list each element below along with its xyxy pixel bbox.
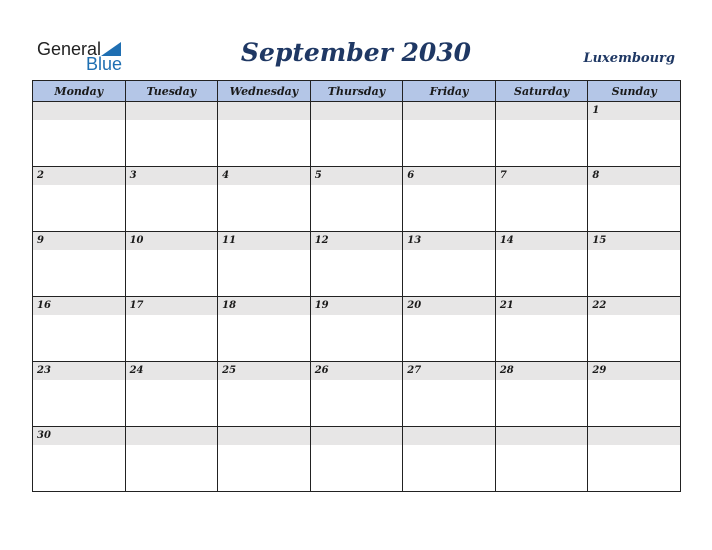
day-cell (125, 102, 218, 167)
day-cell (588, 427, 681, 492)
day-number: 19 (311, 297, 403, 315)
day-cell (125, 427, 218, 492)
day-cell (310, 362, 403, 427)
week-row (33, 427, 681, 492)
day-number: 28 (496, 362, 588, 380)
day-number (126, 102, 218, 120)
day-cell (588, 362, 681, 427)
day-cell (588, 102, 681, 167)
brand-logo (37, 39, 127, 73)
day-number: 26 (311, 362, 403, 380)
day-cell (403, 362, 496, 427)
day-cell (218, 297, 311, 362)
day-cell (125, 297, 218, 362)
day-number: 3 (126, 167, 218, 185)
day-number (311, 427, 403, 445)
day-number: 24 (126, 362, 218, 380)
week-row (33, 362, 681, 427)
day-cell (310, 102, 403, 167)
weekday-friday: Friday (403, 81, 496, 102)
day-number (403, 427, 495, 445)
day-cell (495, 232, 588, 297)
day-number: 6 (403, 167, 495, 185)
day-cell (218, 167, 311, 232)
week-row (33, 297, 681, 362)
day-number (588, 427, 680, 445)
day-cell (588, 167, 681, 232)
day-cell (33, 232, 126, 297)
day-number: 1 (588, 102, 680, 120)
day-number: 23 (33, 362, 125, 380)
day-number (33, 102, 125, 120)
weekday-header-row (33, 81, 681, 102)
weekday-tuesday: Tuesday (125, 81, 218, 102)
day-cell (495, 167, 588, 232)
day-number: 17 (126, 297, 218, 315)
day-cell (33, 427, 126, 492)
day-cell (588, 232, 681, 297)
day-number: 8 (588, 167, 680, 185)
day-cell (33, 362, 126, 427)
day-number: 18 (218, 297, 310, 315)
week-row (33, 232, 681, 297)
day-cell (310, 427, 403, 492)
day-cell (403, 102, 496, 167)
weekday-thursday: Thursday (310, 81, 403, 102)
day-cell (495, 427, 588, 492)
day-number (311, 102, 403, 120)
day-cell (125, 232, 218, 297)
logo-text-general: General (37, 39, 102, 59)
day-cell (495, 297, 588, 362)
weekday-saturday: Saturday (495, 81, 588, 102)
day-cell (125, 167, 218, 232)
day-cell (218, 362, 311, 427)
day-cell (33, 167, 126, 232)
day-number: 9 (33, 232, 125, 250)
day-cell (218, 102, 311, 167)
day-number (496, 102, 588, 120)
day-cell (403, 297, 496, 362)
day-number: 13 (403, 232, 495, 250)
day-number: 25 (218, 362, 310, 380)
day-cell (403, 427, 496, 492)
day-number: 5 (311, 167, 403, 185)
day-number: 15 (588, 232, 680, 250)
day-number (496, 427, 588, 445)
day-cell (588, 297, 681, 362)
day-number: 21 (496, 297, 588, 315)
day-number: 14 (496, 232, 588, 250)
day-cell (310, 297, 403, 362)
day-number (126, 427, 218, 445)
day-number: 16 (33, 297, 125, 315)
day-cell (310, 232, 403, 297)
weekday-monday: Monday (33, 81, 126, 102)
day-number (218, 427, 310, 445)
day-number (403, 102, 495, 120)
weekday-wednesday: Wednesday (218, 81, 311, 102)
week-row (33, 102, 681, 167)
calendar-title: September 2030 (240, 38, 472, 67)
day-number: 4 (218, 167, 310, 185)
day-cell (33, 102, 126, 167)
day-number: 27 (403, 362, 495, 380)
weekday-sunday: Sunday (588, 81, 681, 102)
day-cell (403, 232, 496, 297)
day-number: 11 (218, 232, 310, 250)
logo-text-blue: Blue (86, 54, 123, 74)
day-cell (495, 102, 588, 167)
day-number: 20 (403, 297, 495, 315)
day-number: 29 (588, 362, 680, 380)
day-number (218, 102, 310, 120)
day-cell (310, 167, 403, 232)
country-label: Luxembourg (583, 51, 675, 66)
day-number: 22 (588, 297, 680, 315)
day-number: 10 (126, 232, 218, 250)
day-number: 30 (33, 427, 125, 445)
week-row (33, 167, 681, 232)
day-number: 7 (496, 167, 588, 185)
day-cell (218, 427, 311, 492)
day-number: 2 (33, 167, 125, 185)
calendar-grid (32, 80, 681, 492)
day-cell (495, 362, 588, 427)
day-number: 12 (311, 232, 403, 250)
day-cell (403, 167, 496, 232)
day-cell (125, 362, 218, 427)
day-cell (218, 232, 311, 297)
day-cell (33, 297, 126, 362)
